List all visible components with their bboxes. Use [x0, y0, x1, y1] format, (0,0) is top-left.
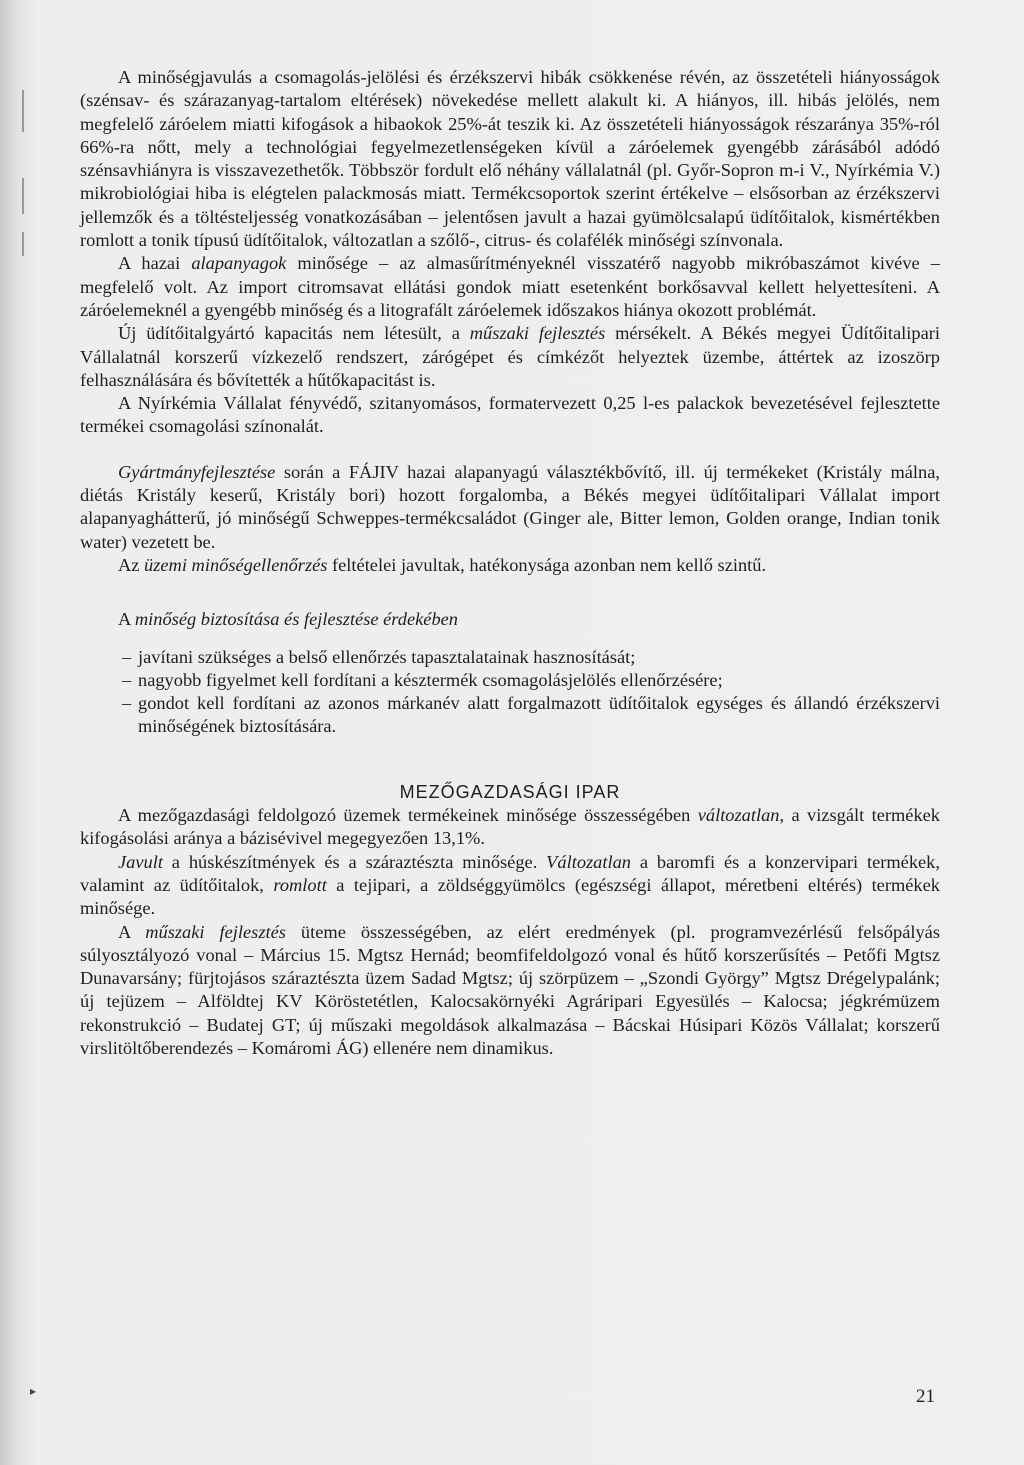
page-edge-mark [22, 232, 24, 256]
text-run: A hazai [118, 253, 192, 274]
text-run: feltételei javultak, hatékonysága azonban nem kellő szintű. [327, 554, 767, 575]
emphasis-text: alapanyagok [191, 253, 287, 274]
document-body [80, 66, 940, 1060]
paragraph [80, 322, 940, 392]
paragraph [80, 392, 940, 439]
emphasis-text: Gyártmányfejlesztése [118, 461, 276, 482]
list-item: – nagyobb figyelmet kell fordítani a késztermék csomagolásjelölés ellenőrzésére; [80, 669, 940, 692]
text-run: Az [118, 554, 145, 575]
emphasis-text: romlott [273, 874, 327, 895]
page-number: 21 [916, 1386, 935, 1407]
paragraph [80, 66, 940, 252]
emphasis-text: üzemi minőségellenőrzés [144, 554, 328, 575]
text-run: A minőségjavulás a csomagolás-jelölési és érzékszervi hibák csökkenése révén, az összetételi hiányosságok (szénsav- és szárazanyag-tartalom eltérések) növekedése mellett alakult ki. A hiányos, ill. hibás jelölés, nem megfelelő záróelem miatti kifogások a hibaokok 25%-át teszik ki. Az összetételi hiányosságok részaránya 35%-ról 66%-ra nőtt, mely a technológiai fegyelmezetlenségeken kívül a záróelemek gyengébb zárásából adódó szénsavhiányra is visszavezethetők. Többször fordult elő néhány vállalatnál (pl. Győr-Sopron m-i V., Nyírkémia V.) mikrobiológiai hiba is elégtelen palackmosás miatt. Termékcsoportok szerint értékelve – elsősorban az érzékszervi jellemzők és a töltésteljesség vonatkozásában – jelentősen javult a hazai gyümölcsalapú üdítőitalok, kismértékben romlott a tonik típusú üdítőitalok, változatlan a szőlő-, citrus- és colafélék minőségi színvonala. [80, 67, 940, 251]
text-run: a tejipari, a zöldséggyümölcs (egészségi állapot, méretbeni eltérés) termékek minősége. [80, 874, 940, 919]
paragraph [80, 461, 940, 554]
emphasis-text: Változatlan [546, 851, 631, 872]
text-run: , a vizsgált termékek kifogásolási aránya a bázisévivel megegyezően 13,1%. [80, 805, 941, 849]
body-section-agriculture [80, 804, 940, 1060]
text-run: A Nyírkémia Vállalat fényvédő, szitanyomásos, formatervezett 0,25 l-es palackok bevezetésével fejlesztette termékei csomagolási színonalát. [80, 393, 940, 437]
list-item: – javítani szükséges a belső ellenőrzés tapasztalatainak hasznosítását; [80, 646, 940, 669]
recommendation-intro [80, 608, 940, 631]
text-run: A mezőgazdasági feldolgozó üzemek termékeinek minősége összességében [118, 805, 698, 826]
paragraph [80, 804, 940, 851]
paragraph [80, 921, 940, 1061]
emphasis-text: műszaki fejlesztés [145, 921, 286, 942]
text-run: A [118, 921, 146, 942]
body-section-top [80, 66, 940, 439]
text-run: a baromfi és a konzervipari termékek, valamint az üdítőitalok, [80, 851, 940, 895]
text-run: Új üdítőitalgyártó kapacitás nem létesült, a [118, 323, 470, 344]
text-run: üteme összességében, az elért eredmények (pl. programvezérlésű felsőpályás súlyosztályozó vonal – Március 15. Mgtsz Hernád; beomfifeldolgozó vonal és hűtő korszerűsítés – Petőfi Mgtsz Dunavarsány; fürjtojásos száraztészta üzem Sadad Mgtsz; új szörpüzem – „Szondi György” Mgtsz Drégelypalánk; új tejüzem – Alföldtej KV Köröstetétlen, Kalocsakörnyéki Agráripari Egyesülés – Kalocsa; jégkrémüzem rekonstrukció – Budatej GT; új műszaki megoldások alkalmazása – Bácskai Húsipari Közös Vállalat; korszerű virslitöltőberendezés – Komáromi ÁG) ellenére nem dinamikus. [80, 921, 940, 1058]
paragraph [80, 252, 940, 322]
page-edge-mark [22, 178, 24, 214]
list-item: – gondot kell fordítani az azonos márkanév alatt forgalmazott üdítőitalok egységes és állandó érzékszervi minőségének biztosítására. [80, 692, 940, 739]
text-run: mérsékelt. A Békés megyei Üdítőitalipari Vállalatnál korszerű vízkezelő rendszert, zárógépet és címkézőt helyeztek üzembe, áttértek az izoszörp felhasználására és bővítették a hűtőkapacitást is. [80, 323, 940, 390]
text-run: A [118, 609, 135, 630]
text-run: a húskészítmények és a száraztészta minősége. [162, 851, 547, 872]
emphasis-text: változatlan [697, 805, 780, 826]
margin-dot: ▸ [30, 1384, 37, 1398]
emphasis-text: minőség biztosítása és fejlesztése érdekében [134, 609, 459, 630]
section-heading: MEZŐGAZDASÁGI IPAR [399, 781, 621, 802]
paragraph [80, 851, 940, 921]
page-edge-mark [22, 90, 24, 132]
recommendation-list [80, 646, 940, 739]
text-run: minősége – az almasűrítményeknél visszatérő nagyobb mikróbaszámot kivéve – megfelelő volt. Az import citromsavat ellátási gondok miatt esetenként borkősavval kellett helyettesíteni. A záróelemeknél a gyengébb minőség és a litografált záróelemek időszakos hiánya okozott problémát. [80, 253, 940, 320]
text-run: során a FÁJIV hazai alapanyagú választékbővítő, ill. új termékeket (Kristály málna, diétás Kristály keserű, Kristály bori) hozott forgalomba, a Békés megyei üdítőitalipari Vállalat import alapanyaghátterű, jó minőségű Schweppes-termékcsaládot (Ginger ale, Bitter lemon, Golden orange, Indian tonik water) vezetett be. [80, 461, 940, 552]
emphasis-text: Javult [118, 851, 163, 872]
body-section-mid [80, 461, 940, 577]
emphasis-text: műszaki fejlesztés [469, 323, 606, 344]
paragraph [80, 554, 940, 577]
